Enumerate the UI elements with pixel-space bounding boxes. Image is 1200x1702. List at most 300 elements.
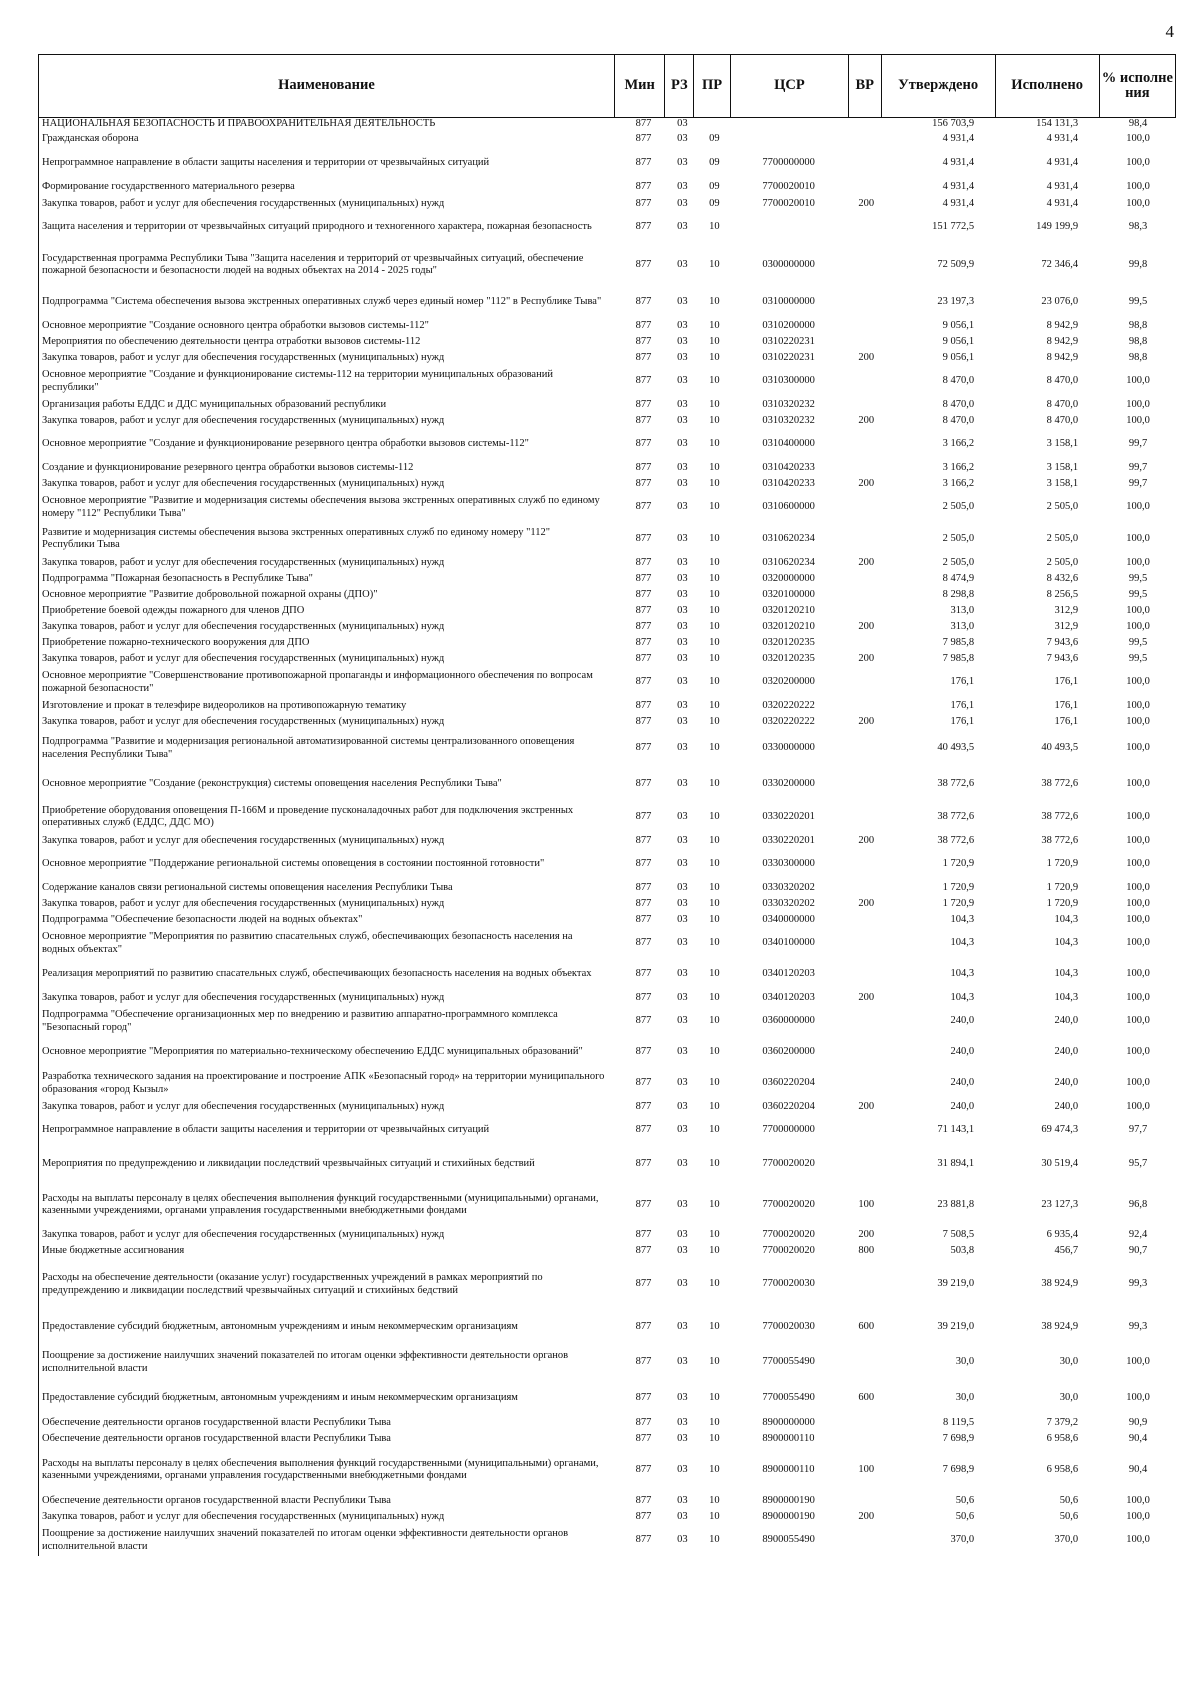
cell-csr: 0340120203 xyxy=(762,968,815,980)
cell-csr: 8900000110 xyxy=(762,1463,815,1475)
cell-executed: 4 931,4 xyxy=(1046,197,1079,209)
table-row xyxy=(39,1431,1176,1447)
cell-approved: 7 508,5 xyxy=(942,1228,975,1240)
cell-executed: 176,1 xyxy=(1054,715,1079,727)
cell-min: 877 xyxy=(635,501,652,513)
cell-csr: 0320000000 xyxy=(762,572,815,584)
cell-name: Предоставление субсидий бюджетным, автономным учреждениям и иным некоммерческим организациям xyxy=(42,1320,518,1332)
cell-vr: 200 xyxy=(858,351,875,363)
cell-approved: 3 166,2 xyxy=(942,477,975,489)
cell-vr: 200 xyxy=(858,1510,875,1522)
cell-percent: 100,0 xyxy=(1126,156,1150,168)
cell-rz: 03 xyxy=(677,1320,688,1332)
cell-csr xyxy=(732,131,850,147)
cell-min: 877 xyxy=(635,221,652,233)
cell-name: Закупка товаров, работ и услуг для обеспечения государственных (муниципальных) нужд xyxy=(42,351,445,363)
cell-pr: 10 xyxy=(709,1320,720,1332)
cell-percent: 98,4 xyxy=(1128,118,1148,130)
cell-approved: 176,1 xyxy=(950,699,975,711)
cell-pr: 10 xyxy=(709,991,720,1003)
cell-vr xyxy=(850,492,882,523)
cell-name: Закупка товаров, работ и услуг для обеспечения государственных (муниципальных) нужд xyxy=(42,834,445,846)
cell-approved: 31 894,1 xyxy=(937,1158,975,1170)
cell-executed: 154 131,3 xyxy=(1036,118,1079,130)
cell-pr: 10 xyxy=(709,620,720,632)
cell-vr xyxy=(850,928,882,959)
cell-min: 877 xyxy=(635,1463,652,1475)
cell-vr xyxy=(850,366,882,397)
cell-executed: 7 943,6 xyxy=(1046,652,1079,664)
cell-rz: 03 xyxy=(677,699,688,711)
cell-rz: 03 xyxy=(677,1124,688,1136)
cell-csr: 0310300000 xyxy=(762,375,815,387)
cell-pr: 10 xyxy=(709,1046,720,1058)
cell-csr: 0320220222 xyxy=(762,715,815,727)
cell-pr: 10 xyxy=(709,1278,720,1290)
cell-min: 877 xyxy=(635,913,652,925)
cell-vr: 200 xyxy=(858,414,875,426)
cell-min: 877 xyxy=(635,1510,652,1522)
cell-percent: 96,8 xyxy=(1128,1198,1148,1210)
cell-rz: 03 xyxy=(677,937,688,949)
cell-name: Обеспечение деятельности органов государственной власти Республики Тыва xyxy=(42,1416,391,1428)
cell-name: Основное мероприятие "Мероприятия по развитию спасательных служб, обеспечивающих безопасность населения на водных объектах" xyxy=(42,931,573,955)
cell-percent: 90,4 xyxy=(1128,1432,1148,1444)
cell-rz: 03 xyxy=(677,221,688,233)
cell-min: 877 xyxy=(635,1100,652,1112)
cell-approved: 40 493,5 xyxy=(937,742,975,754)
cell-min: 877 xyxy=(635,1228,652,1240)
cell-name: Подпрограмма "Пожарная безопасность в Республике Тыва" xyxy=(42,572,313,584)
table-row xyxy=(39,1344,1176,1381)
cell-name: Подпрограмма "Обеспечение организационных мер по внедрению и развитию аппаратно-программного комплекса "Безопасный город" xyxy=(42,1009,558,1033)
cell-percent: 100,0 xyxy=(1126,1534,1150,1546)
cell-rz: 03 xyxy=(677,501,688,513)
cell-pr: 10 xyxy=(709,461,720,473)
table-row xyxy=(39,147,1176,179)
cell-vr xyxy=(850,1493,882,1509)
cell-min: 877 xyxy=(635,1077,652,1089)
cell-vr: 200 xyxy=(858,715,875,727)
cell-name: Закупка товаров, работ и услуг для обеспечения государственных (муниципальных) нужд xyxy=(42,991,445,1003)
cell-approved: 240,0 xyxy=(950,1077,975,1089)
cell-percent: 100,0 xyxy=(1126,1100,1150,1112)
cell-percent: 98,3 xyxy=(1128,221,1148,233)
table-row xyxy=(39,698,1176,714)
cell-approved: 370,0 xyxy=(950,1534,975,1546)
cell-min: 877 xyxy=(635,1391,652,1403)
cell-approved: 104,3 xyxy=(950,991,975,1003)
table-row xyxy=(39,196,1176,212)
cell-name: Обеспечение деятельности органов государственной власти Республики Тыва xyxy=(42,1494,391,1506)
cell-pr: 10 xyxy=(709,1015,720,1027)
cell-vr xyxy=(850,1525,882,1556)
table-row xyxy=(39,397,1176,413)
cell-vr xyxy=(850,959,882,990)
cell-approved: 240,0 xyxy=(950,1015,975,1027)
cell-percent: 95,7 xyxy=(1128,1158,1148,1170)
table-row xyxy=(39,571,1176,587)
cell-rz: 03 xyxy=(677,676,688,688)
table-header xyxy=(38,54,1176,118)
table-row xyxy=(39,603,1176,619)
cell-executed: 38 772,6 xyxy=(1041,777,1079,789)
cell-min: 877 xyxy=(635,556,652,568)
cell-name: НАЦИОНАЛЬНАЯ БЕЗОПАСНОСТЬ И ПРАВООХРАНИТЕЛЬНАЯ ДЕЯТЕЛЬНОСТЬ xyxy=(42,118,436,130)
cell-csr: 7700000000 xyxy=(762,156,815,168)
header-vr: ВР xyxy=(849,55,882,117)
cell-executed: 7 379,2 xyxy=(1046,1416,1079,1428)
cell-min: 877 xyxy=(635,296,652,308)
cell-executed: 2 505,0 xyxy=(1046,556,1079,568)
cell-executed: 23 127,3 xyxy=(1041,1198,1079,1210)
table-row xyxy=(39,1115,1176,1146)
cell-executed: 104,3 xyxy=(1054,968,1079,980)
cell-pr xyxy=(696,118,732,131)
cell-vr xyxy=(850,698,882,714)
cell-pr: 10 xyxy=(709,501,720,513)
cell-executed: 50,6 xyxy=(1059,1510,1079,1522)
cell-rz: 03 xyxy=(677,1015,688,1027)
cell-executed: 8 942,9 xyxy=(1046,351,1079,363)
cell-name: Закупка товаров, работ и услуг для обеспечения государственных (муниципальных) нужд xyxy=(42,1228,445,1240)
cell-rz: 03 xyxy=(677,1510,688,1522)
cell-approved: 7 698,9 xyxy=(942,1463,975,1475)
cell-executed: 4 931,4 xyxy=(1046,181,1079,193)
cell-executed: 30,0 xyxy=(1059,1391,1079,1403)
cell-approved: 39 219,0 xyxy=(937,1278,975,1290)
cell-percent: 100,0 xyxy=(1126,414,1150,426)
cell-name: Создание и функционирование резервного центра обработки вызовов системы-112 xyxy=(42,461,414,473)
cell-vr xyxy=(850,1037,882,1068)
cell-pr: 10 xyxy=(709,715,720,727)
cell-rz: 03 xyxy=(677,1046,688,1058)
cell-executed: 4 931,4 xyxy=(1046,156,1079,168)
cell-executed: 312,9 xyxy=(1054,620,1079,632)
cell-vr xyxy=(850,318,882,334)
cell-approved: 23 881,8 xyxy=(937,1198,975,1210)
cell-approved: 2 505,0 xyxy=(942,501,975,513)
cell-csr: 8900000190 xyxy=(762,1494,815,1506)
cell-approved: 240,0 xyxy=(950,1046,975,1058)
cell-rz: 03 xyxy=(677,296,688,308)
cell-executed: 7 943,6 xyxy=(1046,636,1079,648)
cell-executed: 456,7 xyxy=(1054,1244,1079,1256)
cell-rz: 03 xyxy=(677,461,688,473)
cell-vr xyxy=(850,523,882,555)
cell-name: Поощрение за достижение наилучших значений показателей по итогам оценки эффективности деятельности органов исполнительной власти xyxy=(42,1350,569,1374)
cell-min: 877 xyxy=(635,652,652,664)
cell-name: Основное мероприятие "Создание и функционирование резервного центра обработки вызовов системы-112" xyxy=(42,438,529,450)
cell-executed: 3 158,1 xyxy=(1046,477,1079,489)
table-row xyxy=(39,413,1176,429)
header-csr: ЦСР xyxy=(731,55,849,117)
cell-min: 877 xyxy=(635,1278,652,1290)
cell-pr: 09 xyxy=(709,156,720,168)
cell-percent: 100,0 xyxy=(1126,132,1150,144)
cell-name: Расходы на выплаты персоналу в целях обеспечения выполнения функций государственными (муниципальными) органами, казенными учреждениями, органами управления государственными внебюджетными фондами xyxy=(42,1457,599,1481)
cell-pr: 10 xyxy=(709,1124,720,1136)
cell-percent: 100,0 xyxy=(1126,556,1150,568)
table-row xyxy=(39,476,1176,492)
cell-executed: 6 935,4 xyxy=(1046,1228,1079,1240)
cell-executed: 3 158,1 xyxy=(1046,461,1079,473)
cell-executed: 38 772,6 xyxy=(1041,834,1079,846)
table-row xyxy=(39,555,1176,571)
cell-vr xyxy=(850,243,882,287)
cell-min: 877 xyxy=(635,1534,652,1546)
cell-vr xyxy=(850,603,882,619)
cell-name: Формирование государственного материального резерва xyxy=(42,181,295,193)
cell-approved: 9 056,1 xyxy=(942,335,975,347)
cell-executed: 50,6 xyxy=(1059,1494,1079,1506)
cell-approved: 38 772,6 xyxy=(937,810,975,822)
cell-rz: 03 xyxy=(677,1278,688,1290)
cell-name: Обеспечение деятельности органов государственной власти Республики Тыва xyxy=(42,1432,391,1444)
cell-csr: 7700000000 xyxy=(762,1124,815,1136)
cell-min: 877 xyxy=(635,197,652,209)
cell-approved: 39 219,0 xyxy=(937,1320,975,1332)
cell-approved: 8 470,0 xyxy=(942,398,975,410)
cell-approved: 9 056,1 xyxy=(942,351,975,363)
cell-name: Закупка товаров, работ и услуг для обеспечения государственных (муниципальных) нужд xyxy=(42,197,445,209)
cell-min: 877 xyxy=(635,968,652,980)
cell-min: 877 xyxy=(635,532,652,544)
cell-executed: 8 942,9 xyxy=(1046,335,1079,347)
cell-vr xyxy=(850,880,882,896)
cell-percent: 99,3 xyxy=(1128,1320,1148,1332)
cell-percent: 99,5 xyxy=(1128,636,1148,648)
cell-executed: 72 346,4 xyxy=(1041,258,1079,270)
cell-percent: 99,7 xyxy=(1128,438,1148,450)
cell-approved: 313,0 xyxy=(950,620,975,632)
cell-name: Приобретение оборудования оповещения П-166М и проведение пусконаладочных работ для подключения экстренных оперативных служб (ЕДДС, ДДС МО) xyxy=(42,804,574,828)
cell-approved: 23 197,3 xyxy=(937,296,975,308)
cell-min: 877 xyxy=(635,636,652,648)
cell-percent: 100,0 xyxy=(1126,197,1150,209)
cell-executed: 1 720,9 xyxy=(1046,881,1079,893)
budget-table xyxy=(38,54,1176,1556)
cell-approved: 313,0 xyxy=(950,604,975,616)
cell-min: 877 xyxy=(635,937,652,949)
cell-vr xyxy=(850,1431,882,1447)
table-row xyxy=(39,118,1176,131)
cell-min: 877 xyxy=(635,858,652,870)
cell-csr: 0340100000 xyxy=(762,937,815,949)
cell-min: 877 xyxy=(635,132,652,144)
cell-approved: 2 505,0 xyxy=(942,532,975,544)
cell-min: 877 xyxy=(635,604,652,616)
cell-csr: 0320220222 xyxy=(762,699,815,711)
cell-approved: 38 772,6 xyxy=(937,834,975,846)
cell-approved: 72 509,9 xyxy=(937,258,975,270)
cell-rz: 03 xyxy=(677,1416,688,1428)
cell-name: Закупка товаров, работ и услуг для обеспечения государственных (муниципальных) нужд xyxy=(42,1100,445,1112)
cell-csr: 0310620234 xyxy=(762,556,815,568)
cell-rz: 03 xyxy=(677,1463,688,1475)
cell-min: 877 xyxy=(635,572,652,584)
cell-vr xyxy=(850,147,882,179)
cell-pr: 10 xyxy=(709,375,720,387)
table-row xyxy=(39,1259,1176,1310)
table-row xyxy=(39,179,1176,196)
cell-percent: 90,7 xyxy=(1128,1244,1148,1256)
header-name: Наименование xyxy=(39,55,615,117)
cell-pr: 10 xyxy=(709,1158,720,1170)
cell-approved: 3 166,2 xyxy=(942,438,975,450)
cell-min: 877 xyxy=(635,1124,652,1136)
cell-name: Непрограммное направление в области защиты населения и территории от чрезвычайных ситуаций xyxy=(42,1124,490,1136)
cell-name: Закупка товаров, работ и услуг для обеспечения государственных (муниципальных) нужд xyxy=(42,652,445,664)
cell-vr: 600 xyxy=(858,1391,875,1403)
cell-rz: 03 xyxy=(677,197,688,209)
cell-approved: 1 720,9 xyxy=(942,881,975,893)
cell-vr xyxy=(850,118,882,131)
cell-executed: 2 505,0 xyxy=(1046,532,1079,544)
cell-vr xyxy=(850,849,882,880)
cell-rz: 03 xyxy=(677,1077,688,1089)
cell-pr: 10 xyxy=(709,1416,720,1428)
cell-name: Защита населения и территории от чрезвычайных ситуаций природного и техногенного характера, пожарная безопасность xyxy=(42,221,592,233)
cell-name: Подпрограмма "Обеспечение безопасности людей на водных объектах" xyxy=(42,913,363,925)
cell-pr: 10 xyxy=(709,604,720,616)
cell-percent: 100,0 xyxy=(1126,1510,1150,1522)
cell-approved: 2 505,0 xyxy=(942,556,975,568)
cell-rz: 03 xyxy=(677,858,688,870)
cell-csr: 0340120203 xyxy=(762,991,815,1003)
cell-vr xyxy=(850,912,882,928)
cell-percent: 98,8 xyxy=(1128,335,1148,347)
cell-vr xyxy=(850,429,882,460)
table-row xyxy=(39,1415,1176,1431)
cell-min: 877 xyxy=(635,1416,652,1428)
cell-name: Разработка технического задания на проектирование и построение АПК «Безопасный город» на территории муниципального образования «город Кызыл» xyxy=(42,1071,605,1095)
table-row xyxy=(39,880,1176,896)
cell-csr: 8900055490 xyxy=(762,1534,815,1546)
cell-pr: 10 xyxy=(709,221,720,233)
cell-percent: 98,8 xyxy=(1128,319,1148,331)
cell-csr: 7700020030 xyxy=(762,1278,815,1290)
cell-csr: 7700020010 xyxy=(762,197,815,209)
cell-vr: 100 xyxy=(858,1463,875,1475)
table-row xyxy=(39,1447,1176,1493)
cell-executed: 8 470,0 xyxy=(1046,398,1079,410)
cell-rz: 03 xyxy=(677,319,688,331)
cell-csr: 0310200000 xyxy=(762,319,815,331)
cell-rz: 03 xyxy=(677,715,688,727)
cell-executed: 8 942,9 xyxy=(1046,319,1079,331)
cell-vr xyxy=(850,1115,882,1146)
cell-percent: 100,0 xyxy=(1126,777,1150,789)
cell-rz: 03 xyxy=(677,1228,688,1240)
cell-rz: 03 xyxy=(677,335,688,347)
cell-rz: 03 xyxy=(677,532,688,544)
cell-approved: 3 166,2 xyxy=(942,461,975,473)
cell-rz: 03 xyxy=(677,881,688,893)
cell-approved: 7 985,8 xyxy=(942,652,975,664)
cell-percent: 100,0 xyxy=(1126,991,1150,1003)
cell-min: 877 xyxy=(635,1320,652,1332)
cell-pr: 10 xyxy=(709,438,720,450)
cell-min: 877 xyxy=(635,676,652,688)
cell-percent: 100,0 xyxy=(1126,699,1150,711)
cell-pr: 10 xyxy=(709,414,720,426)
table-row xyxy=(39,212,1176,243)
cell-approved: 156 703,9 xyxy=(932,118,975,130)
table-row xyxy=(39,243,1176,287)
cell-approved: 176,1 xyxy=(950,676,975,688)
cell-rz: 03 xyxy=(677,1100,688,1112)
cell-min: 877 xyxy=(635,834,652,846)
cell-name: Основное мероприятие "Развитие и модернизация системы обеспечения вызова экстренных оперативных служб по единому номеру "112" Республики Тыва" xyxy=(42,495,600,519)
cell-percent: 100,0 xyxy=(1126,810,1150,822)
cell-percent: 100,0 xyxy=(1126,604,1150,616)
cell-name: Непрограммное направление в области защиты населения и территории от чрезвычайных ситуаций xyxy=(42,156,490,168)
cell-name: Гражданская оборона xyxy=(42,132,139,144)
cell-pr: 09 xyxy=(709,181,720,193)
cell-vr: 200 xyxy=(858,556,875,568)
cell-executed: 104,3 xyxy=(1054,913,1079,925)
cell-csr: 0330320202 xyxy=(762,897,815,909)
cell-vr xyxy=(850,1344,882,1381)
cell-executed: 1 720,9 xyxy=(1046,858,1079,870)
header-min: Мин xyxy=(615,55,666,117)
cell-rz: 03 xyxy=(677,968,688,980)
cell-rz: 03 xyxy=(677,604,688,616)
cell-approved: 71 143,1 xyxy=(937,1124,975,1136)
cell-min: 877 xyxy=(635,881,652,893)
cell-percent: 99,5 xyxy=(1128,588,1148,600)
cell-name: Содержание каналов связи региональной системы оповещения населения Республики Тыва xyxy=(42,881,453,893)
cell-vr xyxy=(850,131,882,147)
cell-min: 877 xyxy=(635,1198,652,1210)
cell-name: Организация работы ЕДДС и ДДС муниципальных образований республики xyxy=(42,398,387,410)
cell-approved: 240,0 xyxy=(950,1100,975,1112)
cell-vr xyxy=(850,1006,882,1037)
cell-csr: 0330300000 xyxy=(762,858,815,870)
cell-rz: 03 xyxy=(677,834,688,846)
cell-executed: 104,3 xyxy=(1054,991,1079,1003)
cell-csr: 7700055490 xyxy=(762,1356,815,1368)
cell-min: 877 xyxy=(635,1046,652,1058)
cell-executed: 38 924,9 xyxy=(1041,1320,1079,1332)
cell-executed: 176,1 xyxy=(1054,676,1079,688)
cell-min: 877 xyxy=(635,438,652,450)
cell-percent: 100,0 xyxy=(1126,181,1150,193)
cell-pr: 10 xyxy=(709,1534,720,1546)
cell-name: Иные бюджетные ассигнования xyxy=(42,1244,185,1256)
cell-executed: 3 158,1 xyxy=(1046,438,1079,450)
table-row xyxy=(39,849,1176,880)
cell-name: Подпрограмма "Система обеспечения вызова экстренных оперативных служб через единый номер "112" в Республике Тыва" xyxy=(42,296,602,308)
cell-executed: 40 493,5 xyxy=(1041,742,1079,754)
cell-csr: 8900000110 xyxy=(762,1432,815,1444)
cell-executed: 69 474,3 xyxy=(1041,1124,1079,1136)
cell-pr: 10 xyxy=(709,810,720,822)
cell-percent: 100,0 xyxy=(1126,1077,1150,1089)
cell-pr: 10 xyxy=(709,477,720,489)
cell-rz: 03 xyxy=(677,1494,688,1506)
cell-min: 877 xyxy=(635,1356,652,1368)
cell-percent: 100,0 xyxy=(1126,676,1150,688)
cell-csr: 0310320232 xyxy=(762,414,815,426)
cell-vr: 200 xyxy=(858,1100,875,1112)
cell-pr: 10 xyxy=(709,351,720,363)
cell-approved: 8 119,5 xyxy=(943,1416,975,1428)
cell-executed: 312,9 xyxy=(1054,604,1079,616)
cell-min: 877 xyxy=(635,991,652,1003)
cell-min: 877 xyxy=(635,414,652,426)
